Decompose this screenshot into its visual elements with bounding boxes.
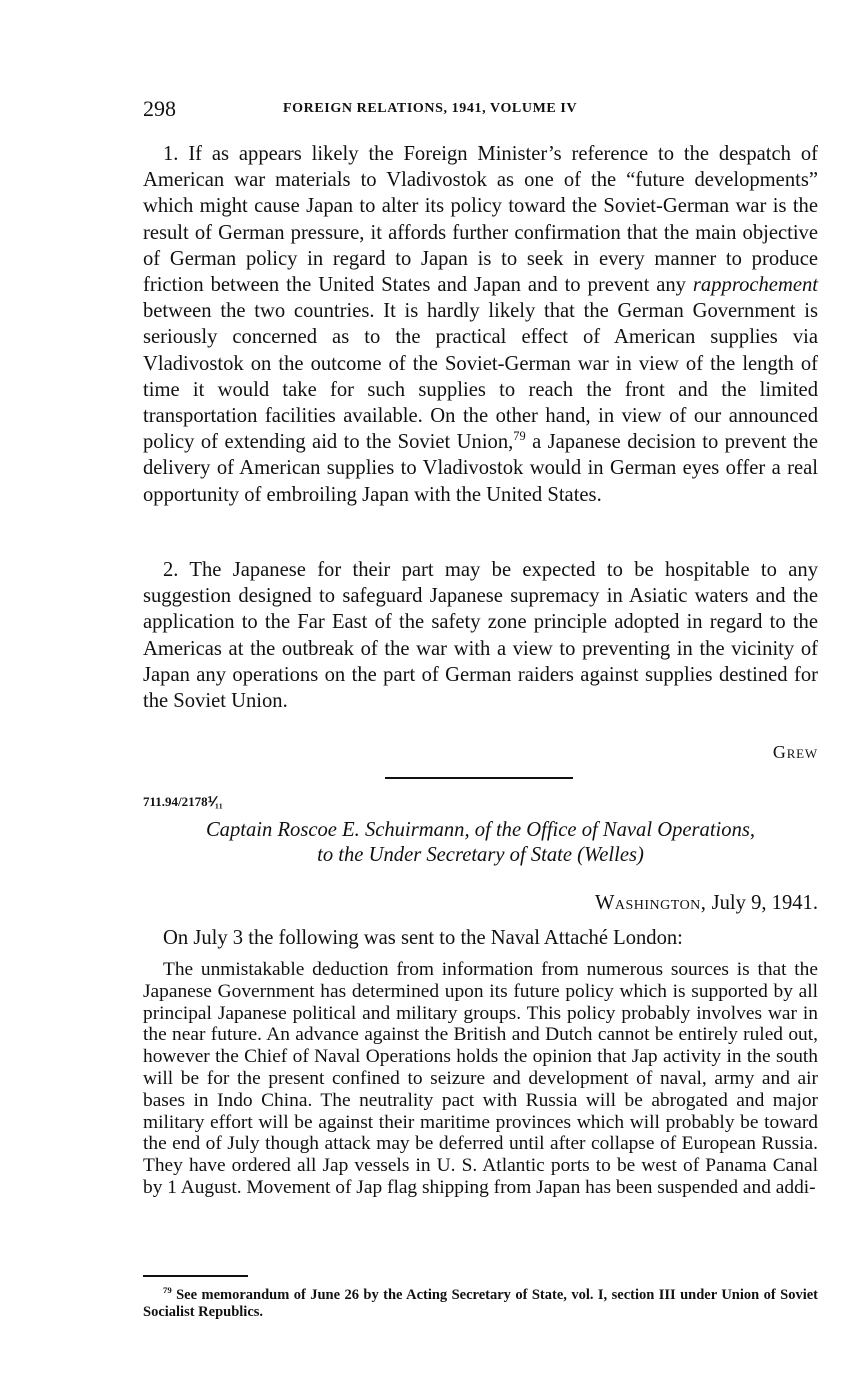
paragraph-1-part-b: between the two countries. It is hardly likely that the German Government is seriously concerned as to the practical effect of American supplies via Vladivostok on the outcome of the Soviet-German war in view of the length of time it would take for such supplies to reach the front and the limited transportation facilities available. On the other hand, in view of our announced policy of extending aid to the Soviet Union, [143,300,818,454]
paragraph-2 [143,557,818,714]
section-divider [385,777,573,779]
paragraph-1-part-a: 1. If as appears likely the Foreign Minister’s reference to the despatch of American war materials to Vladivostok as one of the “future developments” which might cause Japan to alter its policy toward the Soviet-German war is the result of German pressure, it affords further confirmation that the main objective of German policy in regard to Japan is to seek in every manner to produce friction between the United States and Japan and to prevent any [143,143,818,297]
dateline-place: Washington, [594,892,707,914]
paragraph-1 [143,141,818,508]
footnote-marker: 79 [163,1285,172,1296]
footnote-divider [143,1275,248,1277]
document-title-line-1: Captain Roscoe E. Schuirmann, of the Office of Naval Operations, [205,819,756,841]
page-header [143,96,818,124]
dateline-date: July 9, 1941. [706,892,818,914]
document-title-line-2: to the Under Secretary of State (Welles) [317,844,644,866]
paragraph-1-part-c: a Japanese decision to prevent the delivery of American supplies to Vladivostok would in German eyes offer a real opportunity of embroiling Japan with the United States. [143,431,818,506]
footnote-body: See memorandum of June 26 by the Acting Secretary of State, vol. I, section III under Union of Soviet Socialist Republics. [143,1287,818,1320]
footnote-text [143,1287,818,1321]
dateline [595,892,818,915]
file-number: 711.94/2178⅟₁₁ [143,794,223,809]
paragraph-1-text [143,141,818,508]
signature: Grew [772,742,818,762]
quoted-message-text: The unmistakable deduction from information from numerous sources is that the Japanese Government has determined upon its future policy which is supported by all principal Japanese political and military groups. This policy probably involves war in the near future. An advance against the British and Dutch cannot be entirely ruled out, however the Chief of Naval Operations holds the opinion that Jap activity in the south will be for the present confined to seizure and development of naval, army and air bases in Indo China. The neutrality pact with Russia will be abrogated and major military effort will be against their maritime provinces which will probably be toward the end of July though attack may be deferred until after collapse of European Russia. They have ordered all Jap vessels in U. S. Atlantic ports to be west of Panama Canal by 1 August. Movement of Jap flag shipping from Japan has been suspended and addi- [143,959,818,1198]
running-head: FOREIGN RELATIONS, 1941, VOLUME IV [283,101,578,116]
intro-line: On July 3 the following was sent to the Naval Attaché London: [163,927,683,949]
footnote [143,1287,818,1321]
quoted-message [143,959,818,1199]
paragraph-2-text: 2. The Japanese for their part may be expected to be hospitable to any suggestion designed to safeguard Japanese supremacy in Asiatic waters and the application to the Far East of the safety zone principle adopted in regard to the Americas at the outbreak of the war with a view to preventing in the vicinity of Japan any operations on the part of German raiders against supplies destined for the Soviet Union. [143,559,818,713]
paragraph-1-italic: rapprochement [692,274,818,297]
footnote-reference: 79 [513,429,526,444]
document-title [143,818,818,868]
page-number: 298 [143,96,176,121]
